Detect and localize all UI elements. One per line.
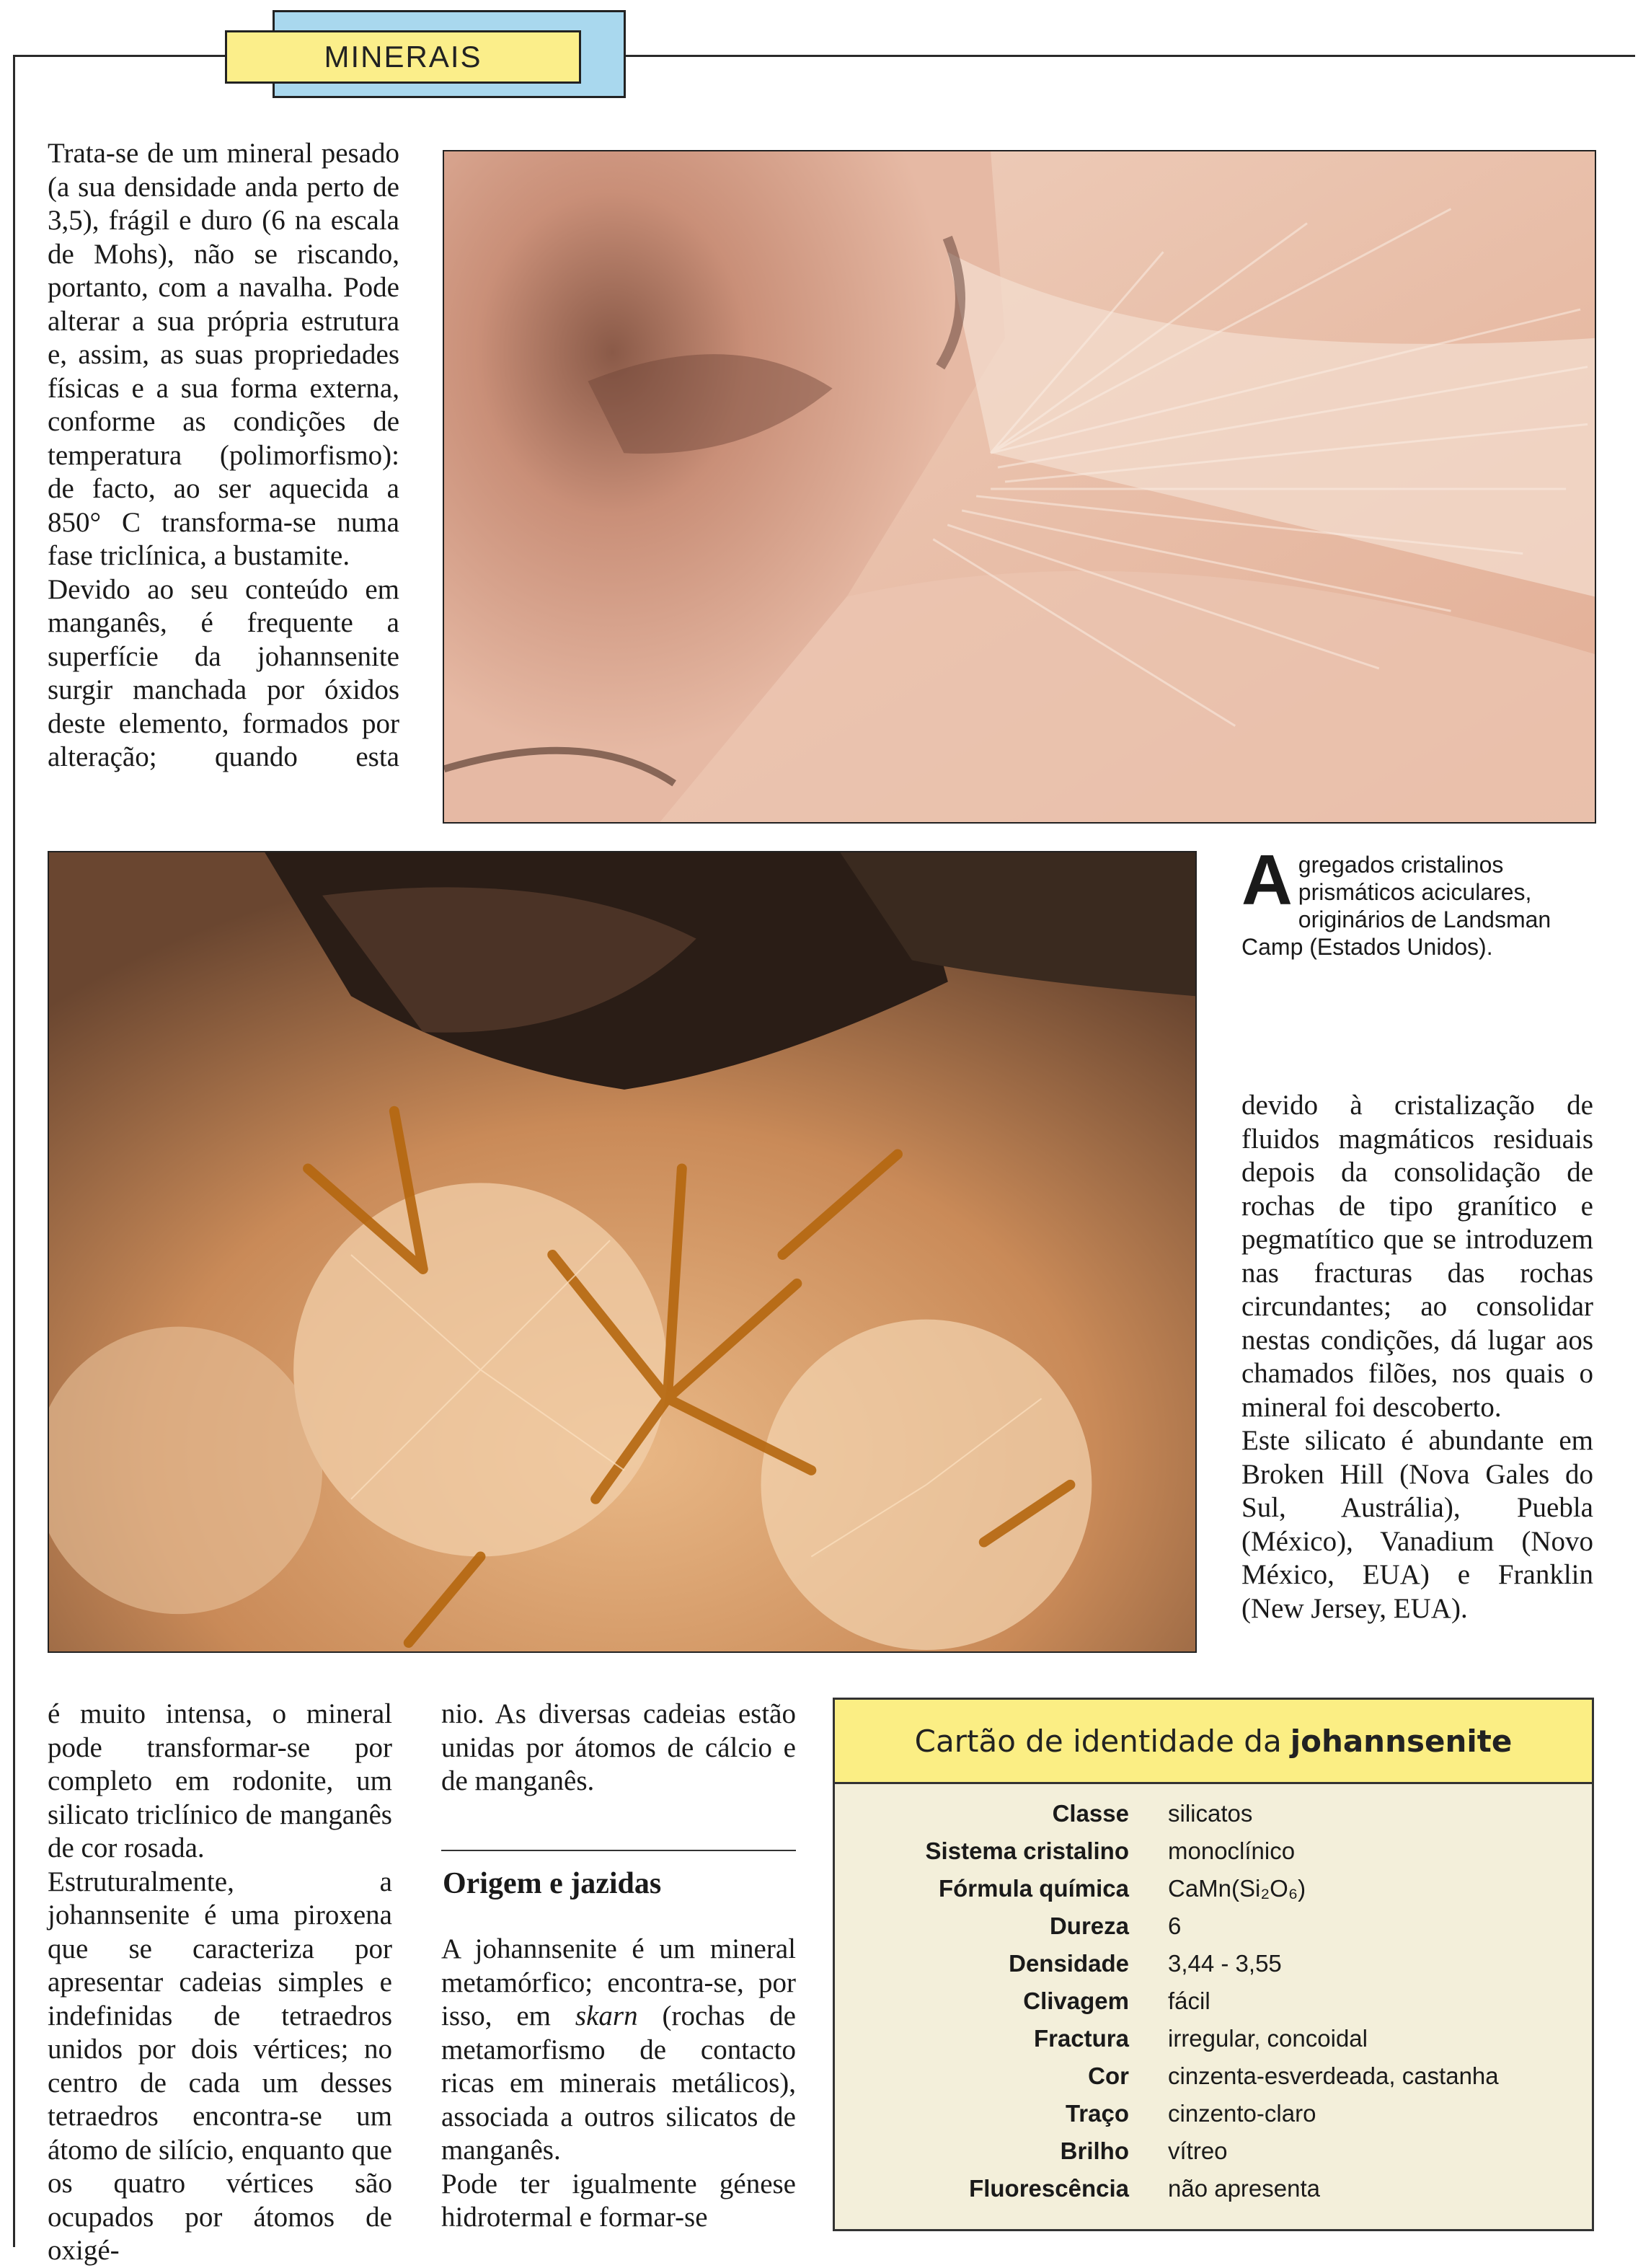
- paragraph: Devido ao seu conteúdo em manganês, é frequente a superfície da johannsenite surgir manchada por óxidos deste elemento, formados por alteração; quando esta: [48, 573, 399, 772]
- card-row-clivagem: Clivagem fácil: [1023, 1987, 1210, 2014]
- paragraph: A johannsenite é um mineral metamórfico; encontra-se, por isso, em skarn (rochas de metamorfismo de contacto ricas em minerais metálicos), associada a outros silicatos de manganês.: [441, 1933, 796, 2166]
- column-bottom-left: [48, 1698, 392, 2268]
- page-frame-left: [13, 55, 15, 2247]
- column-bottom-middle-top: [441, 1698, 796, 1799]
- identity-card: [833, 1698, 1594, 2231]
- mineral-photo-fibrous: [443, 150, 1596, 824]
- card-row-fractura: Fractura irregular, concoidal: [1033, 2025, 1368, 2052]
- card-row-densidade: Densidade 3,44 - 3,55: [1009, 1950, 1282, 1977]
- column-bottom-middle: [441, 1933, 796, 2235]
- paragraph: Este silicato é abundante em Broken Hill (Nova Gales do Sul, Austrália), Puebla (México), Vanadium (Novo México, EUA) e Franklin (New Jersey, EUA).: [1241, 1425, 1593, 1624]
- identity-card-title: Cartão de identidade da johannsenite: [835, 1700, 1592, 1784]
- identity-card-rows: [835, 1795, 1592, 2207]
- paragraph: nio. As diversas cadeias estão unidas por átomos de cálcio e de manganês.: [441, 1698, 796, 1796]
- card-row-fluorescencia: Fluorescência não apresenta: [969, 2175, 1321, 2202]
- section-heading: Origem e jazidas: [443, 1867, 662, 1900]
- column-mid-right: [1241, 1089, 1593, 1625]
- paragraph: devido à cristalização de fluidos magmáticos residuais depois da consolidação de rochas de tipo granítico e pegmatítico que se introduzem nas fracturas das rochas circundantes; ao consolidar nestas condições, dá lugar aos chamados filões, nos quais o mineral foi descoberto.: [1241, 1090, 1593, 1423]
- section-label: MINERAIS: [225, 30, 581, 84]
- paragraph: Estruturalmente, a johannsenite é uma piroxena que se caracteriza por apresentar cadeias simples e indefinidas de tetraedros unidos por dois vértices; no centro de cada um desses tetraedros encontra-se um átomo de silício, enquanto que os quatro vértices são ocupados por átomos de oxigé-: [48, 1866, 392, 2266]
- card-row-sistema: Sistema cristalino monoclínico: [925, 1837, 1296, 1864]
- paragraph: é muito intensa, o mineral pode transformar-se por completo em rodonite, um silicato triclínico de manganês de cor rosada.: [48, 1698, 392, 1863]
- caption-dropcap: A: [1241, 840, 1293, 919]
- card-row-cor: Cor cinzenta-esverdeada, castanha: [1088, 2062, 1499, 2089]
- caption-text: gregados cristalinos prismáticos aciculares, originários de Landsman Camp (Estados Unidos).: [1241, 852, 1551, 960]
- paragraph: Trata-se de um mineral pesado (a sua densidade anda perto de 3,5), frágil e duro (6 na escala de Mohs), não se riscando, portanto, com a navalha. Pode alterar a sua própria estrutura e, assim, as suas propriedades físicas e a sua forma externa, conforme as condições de temperatura (polimorfismo): de facto, ao ser aquecida a 850° C transforma-se numa fase triclínica, a bustamite.: [48, 138, 399, 571]
- paragraph: Pode ter igualmente génese hidrotermal e formar-se: [441, 2168, 796, 2233]
- card-row-classe: Classe silicatos: [1052, 1800, 1253, 1827]
- card-row-formula: Fórmula química CaMn(Si₂O₆): [938, 1875, 1306, 1902]
- photo-caption: [1241, 840, 1616, 961]
- column-top-left: [48, 137, 399, 775]
- card-row-traco: Traço cinzento-claro: [1065, 2100, 1316, 2127]
- card-row-brilho: Brilho vítreo: [1060, 2137, 1228, 2164]
- card-row-dureza: Dureza 6: [1049, 1912, 1182, 1939]
- section-divider: [441, 1850, 796, 1851]
- mineral-photo-crystals: [48, 851, 1197, 1653]
